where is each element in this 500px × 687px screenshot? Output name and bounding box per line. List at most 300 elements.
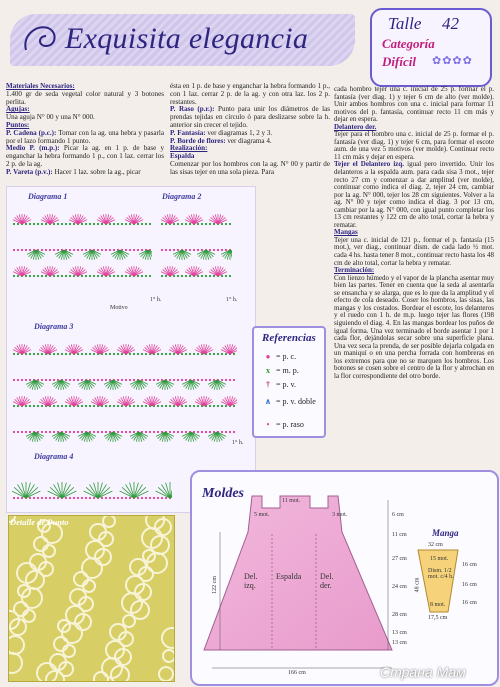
chain-mark [77, 353, 79, 355]
referencias-box [252, 326, 326, 438]
categoria-value: Difícil [382, 54, 416, 69]
chain-mark [17, 275, 19, 277]
lace-loop [62, 623, 82, 643]
chain-mark [173, 223, 175, 225]
chain-mark [45, 497, 47, 499]
manga-16cm-c: 16 cm [462, 600, 477, 606]
chain-mark [165, 353, 167, 355]
chain-mark [157, 497, 159, 499]
chain-mark [185, 379, 187, 381]
chain-mark [145, 275, 147, 277]
materiales-text: 1.400 gr de seda vegetal color natural y 3 botones perlita. [6, 89, 164, 106]
chain-mark [225, 379, 227, 381]
chain-mark [137, 223, 139, 225]
chain-mark [13, 275, 15, 277]
chain-mark [221, 431, 223, 433]
chain-mark [21, 497, 23, 499]
chain-mark [89, 497, 91, 499]
chain-mark [129, 379, 131, 381]
delantero-der-text: Tejer para el hombro una c. inicial de 25 p. formar el p. fantasía (ver diag. 1) y tejer 6 cm, para formar el escote aum. de una vez 5 motivos (ver molde). Continuar recto 11 cm más y dejar en espera. [334, 130, 494, 161]
chain-mark [13, 223, 15, 225]
chain-mark [101, 497, 103, 499]
chain-mark [177, 275, 179, 277]
chain-mark [197, 379, 199, 381]
diagram-4-chart [12, 458, 172, 506]
chain-mark [149, 223, 151, 225]
chain-mark [209, 275, 211, 277]
page-title: Exquisita elegancia [65, 22, 309, 55]
dim-13cm-b: 13 cm [392, 640, 407, 646]
lace-loop [103, 516, 115, 527]
chain-mark [93, 223, 95, 225]
chain-mark [97, 223, 99, 225]
chain-mark [157, 353, 159, 355]
chain-mark [125, 431, 127, 433]
chain-mark [33, 405, 35, 407]
categoria-label: Categoría [382, 36, 435, 51]
chain-mark [157, 431, 159, 433]
chain-mark [161, 353, 163, 355]
lace-loop [9, 653, 22, 673]
chain-mark [121, 379, 123, 381]
chain-mark [157, 405, 159, 407]
chain-mark [161, 405, 163, 407]
chain-mark [177, 431, 179, 433]
referencias-title: Referencias [262, 332, 316, 344]
ref-row [260, 352, 296, 361]
chain-mark [153, 379, 155, 381]
chain-mark [133, 379, 135, 381]
chain-mark [221, 379, 223, 381]
chain-mark [185, 431, 187, 433]
moldes-panel [190, 470, 499, 686]
chain-mark [173, 405, 175, 407]
diagram-1-chart [12, 200, 152, 300]
cadena-heading: P. Cadena (p.c.): [6, 128, 57, 137]
chain-mark [209, 431, 211, 433]
ref-label: = p. c. [276, 352, 297, 361]
first-row-label-2: 1° h. [226, 297, 238, 303]
talle-label: Talle [388, 14, 422, 33]
chain-symbol-icon: ● [265, 352, 271, 361]
chain-mark [81, 497, 83, 499]
lace-loop [123, 615, 135, 627]
dim-total: 122 cm [211, 576, 218, 594]
dim-27cm: 27 cm [392, 556, 407, 562]
swirl-ornament-icon [20, 20, 62, 60]
ref-row [260, 366, 299, 375]
borde-text: ver diagrama 4. [227, 136, 272, 145]
chain-mark [37, 353, 39, 355]
chain-mark [57, 223, 59, 225]
mangas-heading: Mangas [334, 228, 358, 237]
fantasia-heading: P. Fantasía: [170, 128, 206, 137]
chain-mark [161, 497, 163, 499]
lace-loop [159, 667, 173, 681]
espalda-text: Comenzar por los hombros con la ag. N° 00 y partir de las sisas tejer en una sola pieza. Para [170, 159, 330, 176]
chain-mark [193, 353, 195, 355]
manga-8mot: 8 mot. [430, 602, 446, 608]
chain-mark [13, 431, 15, 433]
diagram-3-label: Diagrama 3 [34, 322, 74, 331]
chain-mark [233, 405, 235, 407]
chain-mark [57, 497, 59, 499]
chain-mark [17, 431, 19, 433]
chain-mark [137, 405, 139, 407]
chain-mark [73, 379, 75, 381]
chain-mark [41, 353, 43, 355]
chain-mark [141, 275, 143, 277]
lace-detail-photo [8, 515, 175, 682]
chain-mark [81, 223, 83, 225]
chain-mark [121, 353, 123, 355]
realizacion-heading: Realización: [170, 144, 208, 153]
chain-mark [173, 353, 175, 355]
chain-mark [53, 405, 55, 407]
dim-3mot: 3 mot. [332, 512, 348, 518]
chain-mark [209, 379, 211, 381]
chain-mark [89, 353, 91, 355]
chain-mark [29, 249, 31, 251]
chain-mark [85, 353, 87, 355]
text-column-3 [334, 86, 494, 380]
chain-mark [213, 353, 215, 355]
chain-mark [85, 275, 87, 277]
chain-mark [133, 405, 135, 407]
chain-mark [197, 353, 199, 355]
chain-mark [93, 379, 95, 381]
dim-11cm: 11 cm [392, 532, 407, 538]
chain-mark [181, 223, 183, 225]
chain-mark [153, 497, 155, 499]
chain-mark [77, 379, 79, 381]
chain-mark [85, 405, 87, 407]
chain-mark [217, 353, 219, 355]
chain-mark [225, 223, 227, 225]
diagram-4-label: Diagrama 4 [34, 452, 74, 461]
text-column-1 [6, 83, 164, 177]
chain-mark [193, 405, 195, 407]
chain-mark [165, 497, 167, 499]
chain-mark [25, 249, 27, 251]
chain-mark [109, 223, 111, 225]
chain-mark [145, 353, 147, 355]
chain-mark [41, 275, 43, 277]
manga-16cm-b: 16 cm [462, 582, 477, 588]
chain-mark [169, 431, 171, 433]
chain-mark [177, 249, 179, 251]
chain-mark [209, 223, 211, 225]
chain-mark [213, 405, 215, 407]
chain-mark [205, 431, 207, 433]
chain-mark [141, 353, 143, 355]
chain-mark [25, 353, 27, 355]
chain-mark [53, 497, 55, 499]
chain-mark [81, 405, 83, 407]
chain-mark [165, 405, 167, 407]
chain-mark [101, 379, 103, 381]
chain-mark [37, 275, 39, 277]
talle-box [370, 8, 492, 87]
manga-16cm-a: 16 cm [462, 562, 477, 568]
chain-mark [201, 379, 203, 381]
medio-heading: Medio P. (m.p.): [6, 144, 60, 153]
chain-mark [169, 379, 171, 381]
chain-mark [13, 249, 15, 251]
chain-mark [129, 275, 131, 277]
chain-mark [81, 275, 83, 277]
chain-mark [89, 223, 91, 225]
chain-mark [29, 431, 31, 433]
chain-mark [97, 431, 99, 433]
chain-mark [197, 249, 199, 251]
chain-mark [117, 431, 119, 433]
chain-mark [129, 249, 131, 251]
vareta-cont: ésta en 1 p. de base y enganchar la hebra formando 1 p., con 1 laz. cerrar 2 p. de la ag. y con otra laz. los 2 p. restantes. [170, 82, 330, 106]
chain-mark [113, 353, 115, 355]
chain-mark [117, 379, 119, 381]
chain-mark [85, 497, 87, 499]
vareta-heading: P. Vareta (p.v.): [6, 167, 53, 176]
agujas-text: Una aguja N° 00 y una N° 000. [6, 113, 95, 122]
talle-number: 42 [442, 14, 459, 33]
chain-mark [25, 431, 27, 433]
chain-mark [217, 249, 219, 251]
chain-mark [109, 275, 111, 277]
chain-mark [225, 431, 227, 433]
puntos-heading: Puntos: [6, 120, 30, 129]
lace-loop [22, 588, 42, 608]
chain-mark [49, 379, 51, 381]
chain-mark [73, 275, 75, 277]
chain-mark [17, 223, 19, 225]
chain-mark [45, 379, 47, 381]
chain-mark [209, 405, 211, 407]
chain-mark [41, 497, 43, 499]
chain-mark [165, 249, 167, 251]
raso-heading: P. Raso (p.r.): [170, 105, 215, 114]
chain-mark [221, 353, 223, 355]
chain-mark [29, 353, 31, 355]
terminacion-heading: Terminación: [334, 266, 375, 275]
chain-mark [65, 353, 67, 355]
first-row-label-3: 1° h. [232, 440, 244, 446]
chain-mark [125, 497, 127, 499]
chain-mark [41, 249, 43, 251]
chain-mark [161, 223, 163, 225]
chain-mark [61, 405, 63, 407]
dim-bottom: 166 cm [288, 670, 306, 676]
chain-mark [85, 249, 87, 251]
manga-dism: Dism. 1/2 mot. c/4 h. [428, 568, 454, 580]
chain-mark [77, 431, 79, 433]
chain-mark [201, 431, 203, 433]
chain-mark [13, 353, 15, 355]
col3-text1: cada hombro tejer una c. inicial de 25 p. formar el p. fantasía (ver diag. 1) y tejer 6 cm de alto (ver molde). Unir ambos hombros con una c. inicial para formar 11 motivos del p. fantasía, continuar recto 11 cm más y dejar en espera. [334, 85, 494, 124]
chain-mark [73, 497, 75, 499]
ref-label: = p. v. doble [276, 397, 316, 406]
chain-mark [221, 249, 223, 251]
chain-mark [45, 249, 47, 251]
lace-loop [147, 553, 167, 573]
title-banner [10, 14, 355, 66]
chain-mark [213, 275, 215, 277]
chain-mark [93, 405, 95, 407]
chain-mark [161, 249, 163, 251]
chain-mark [141, 223, 143, 225]
del-der-label: Del. der. [320, 572, 334, 590]
chain-mark [101, 249, 103, 251]
chain-mark [25, 405, 27, 407]
chain-mark [129, 431, 131, 433]
chain-mark [17, 249, 19, 251]
chain-mark [45, 275, 47, 277]
chain-mark [37, 223, 39, 225]
dim-28cm: 28 cm [392, 612, 407, 618]
moldes-title: Moldes [202, 486, 244, 501]
chain-mark [77, 497, 79, 499]
ref-label: = m. p. [276, 366, 299, 375]
chain-mark [41, 379, 43, 381]
ref-row [260, 420, 304, 429]
chain-mark [65, 405, 67, 407]
chain-mark [13, 379, 15, 381]
chain-mark [189, 223, 191, 225]
chain-mark [117, 275, 119, 277]
chain-mark [13, 497, 15, 499]
chain-mark [89, 405, 91, 407]
chain-mark [73, 223, 75, 225]
diagram-2-label: Diagrama 2 [162, 192, 202, 201]
chain-mark [117, 353, 119, 355]
chain-mark [229, 223, 231, 225]
lace-loop [82, 558, 102, 578]
chain-mark [97, 275, 99, 277]
chain-mark [205, 379, 207, 381]
chain-mark [113, 275, 115, 277]
chain-mark [185, 249, 187, 251]
chain-mark [205, 223, 207, 225]
chain-mark [141, 405, 143, 407]
chain-mark [17, 353, 19, 355]
espalda-label: Espalda [276, 572, 302, 581]
dot-symbol-icon: • [266, 420, 270, 429]
chain-mark [57, 353, 59, 355]
chain-mark [69, 405, 71, 407]
chain-mark [205, 275, 207, 277]
dim-6cm: 6 cm [392, 512, 404, 518]
chain-mark [25, 379, 27, 381]
chain-mark [141, 249, 143, 251]
chain-mark [73, 431, 75, 433]
chain-mark [21, 249, 23, 251]
chain-mark [157, 379, 159, 381]
chain-mark [69, 223, 71, 225]
agujas-heading: Agujas: [6, 105, 30, 114]
chain-mark [181, 275, 183, 277]
chain-mark [21, 379, 23, 381]
chain-mark [173, 275, 175, 277]
manga-title: Manga [432, 528, 459, 538]
chain-mark [121, 275, 123, 277]
chain-mark [165, 223, 167, 225]
chain-mark [133, 353, 135, 355]
manga-bottom: 17,5 cm [428, 615, 448, 621]
chain-mark [145, 431, 147, 433]
chain-mark [105, 249, 107, 251]
chain-mark [113, 497, 115, 499]
chain-mark [169, 249, 171, 251]
chain-mark [225, 275, 227, 277]
chain-mark [197, 431, 199, 433]
chain-mark [45, 223, 47, 225]
delantero-izq-text: igual pero invertido. Unir los delanteros a la espalda aum. para cada sisa 3 mot., tejer recto 27 cm y comenzar a dar amplitud (ver molde), continuar como indica el diag. 2, tejer 24 cm, cambiar por la ag. N° 000, tejer los 28 cm siguientes. Volver a la ag. N° 00 y tejer como indica el diag. 3 por 13 cm, cambiar por la ag. N° 000, con igual punto completar los 13 cm restantes y 122 cm de alto total, cortar la hebra y rematar. [334, 160, 495, 229]
chain-mark [37, 405, 39, 407]
chain-mark [69, 275, 71, 277]
chain-mark [129, 223, 131, 225]
chain-mark [225, 353, 227, 355]
chain-mark [77, 249, 79, 251]
dim-24cm: 24 cm [392, 584, 407, 590]
chain-mark [17, 497, 19, 499]
chain-mark [145, 379, 147, 381]
chain-mark [105, 379, 107, 381]
chain-mark [101, 223, 103, 225]
chain-mark [49, 497, 51, 499]
chain-mark [145, 405, 147, 407]
chain-mark [69, 379, 71, 381]
chain-mark [221, 223, 223, 225]
chain-mark [97, 379, 99, 381]
chain-mark [105, 431, 107, 433]
chain-mark [53, 353, 55, 355]
chain-mark [29, 497, 31, 499]
chain-mark [117, 223, 119, 225]
chain-mark [117, 405, 119, 407]
chain-mark [225, 249, 227, 251]
chain-mark [173, 379, 175, 381]
chain-mark [229, 275, 231, 277]
mangas-text: Tejer una c. inicial de 121 p., formar el p. fantasía (15 mot.), ver diag., continuar dism. de cada lado ½ mot. cada 4 hs. hasta tener 8 mot., continuar recto hasta los 48 cm de alto total, cortar la hebra y rematar. [334, 235, 494, 267]
lace-loop [162, 628, 174, 648]
ref-label: = p. v. [276, 380, 296, 389]
ref-label: = p. raso [276, 420, 304, 429]
chain-mark [141, 497, 143, 499]
chain-mark [101, 275, 103, 277]
chain-mark [69, 497, 71, 499]
chain-mark [105, 405, 107, 407]
chain-mark [57, 249, 59, 251]
manga-top: 32 cm [428, 542, 443, 548]
first-row-label-1: 1° h. [150, 297, 162, 303]
chain-mark [181, 431, 183, 433]
fantasia-text: ver diagramas 1, 2 y 3. [207, 128, 273, 137]
chain-mark [125, 249, 127, 251]
lace-texture [9, 516, 174, 681]
chain-mark [177, 379, 179, 381]
chain-mark [41, 405, 43, 407]
chain-mark [61, 275, 63, 277]
lace-loop [9, 636, 24, 654]
chain-mark [213, 249, 215, 251]
chain-mark [233, 353, 235, 355]
chain-mark [129, 405, 131, 407]
chain-mark [33, 275, 35, 277]
chain-mark [93, 275, 95, 277]
chain-mark [49, 431, 51, 433]
chain-mark [145, 223, 147, 225]
chain-mark [185, 353, 187, 355]
